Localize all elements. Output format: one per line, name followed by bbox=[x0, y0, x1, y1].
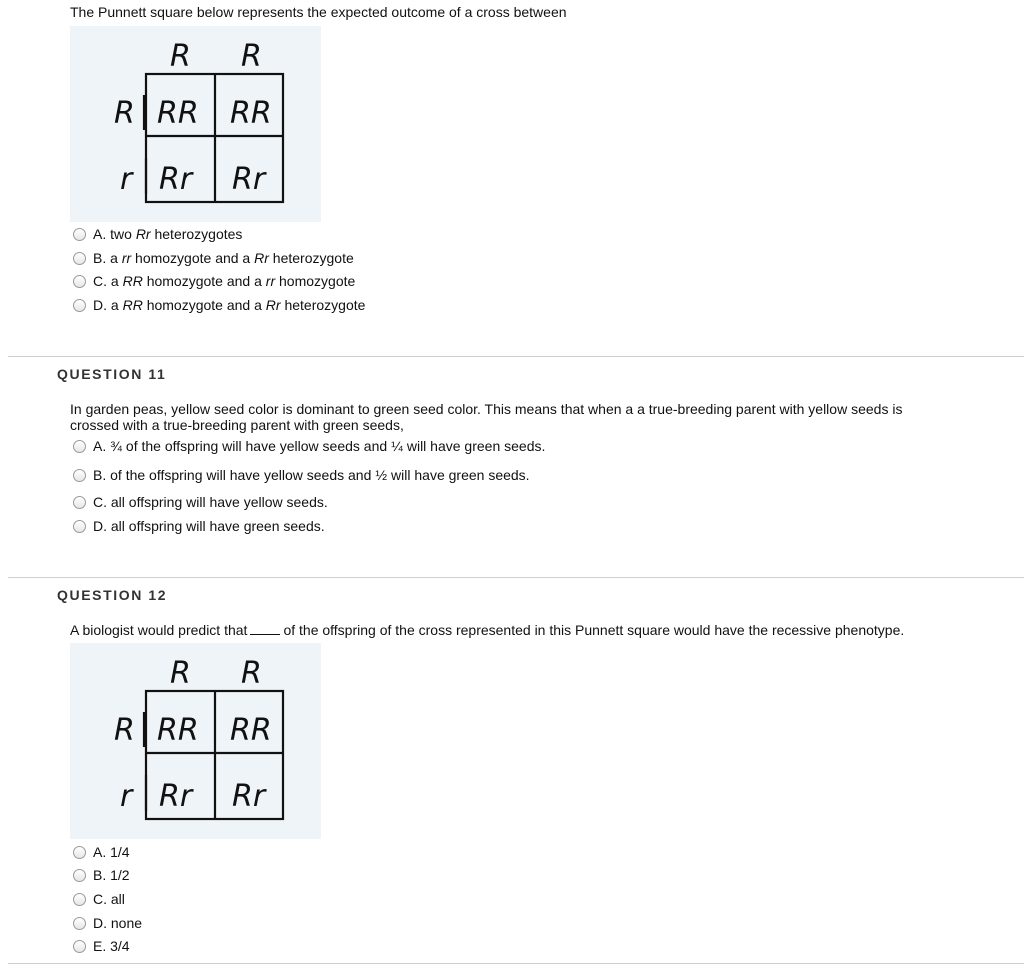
radio-button[interactable] bbox=[73, 228, 86, 241]
punnett-side-allele-1: R bbox=[114, 96, 135, 131]
punnett-side-allele-1: R bbox=[114, 713, 135, 748]
q11-prompt-line-2: crossed with a true-breeding parent with green seeds, bbox=[70, 417, 404, 433]
punnett-top-allele-1: R bbox=[170, 39, 191, 74]
q12-prompt: A biologist would predict that of the offspring of the cross represented in this Punnett square would have the recessive phenotype. bbox=[70, 622, 905, 638]
radio-button[interactable] bbox=[73, 496, 86, 509]
fraction-one-half: ½ bbox=[375, 467, 388, 483]
q11-option-b-label: B. of the offspring will have yellow seeds and ½ will have green seeds. bbox=[93, 467, 530, 483]
q10-option-c[interactable] bbox=[73, 271, 355, 291]
q10-option-b-label: B. a rr homozygote and a Rr heterozygote bbox=[93, 250, 354, 266]
q11-option-c-label: C. all offspring will have yellow seeds. bbox=[93, 494, 328, 510]
radio-button[interactable] bbox=[73, 440, 86, 453]
punnett-top-allele-1: R bbox=[170, 656, 191, 691]
q11-prompt-line-1: In garden peas, yellow seed color is dominant to green seed color. This means that when a a true-breeding parent with yellow seeds is bbox=[70, 401, 903, 417]
punnett-top-allele-2: R bbox=[241, 39, 262, 74]
q12-title: QUESTION 12 bbox=[57, 587, 168, 603]
radio-button[interactable] bbox=[73, 275, 86, 288]
punnett-top-allele-2: R bbox=[241, 656, 262, 691]
fraction-one-quarter: ¼ bbox=[391, 438, 403, 454]
radio-button[interactable] bbox=[73, 893, 86, 906]
q10-option-b[interactable] bbox=[73, 248, 354, 268]
q12-option-b[interactable] bbox=[73, 865, 130, 885]
q12-option-b-label: B. 1/2 bbox=[93, 867, 130, 883]
q10-option-a-label: A. two Rr heterozygotes bbox=[93, 226, 243, 242]
q12-punnett-square bbox=[70, 643, 321, 839]
fraction-three-quarters: ¾ bbox=[110, 438, 122, 454]
radio-button[interactable] bbox=[73, 252, 86, 265]
q11-option-d-label: D. all offspring will have green seeds. bbox=[93, 518, 325, 534]
section-divider bbox=[8, 963, 1024, 964]
radio-button[interactable] bbox=[73, 469, 86, 482]
q11-option-c[interactable] bbox=[73, 492, 328, 512]
punnett-square-image bbox=[70, 26, 321, 222]
q12-option-c-label: C. all bbox=[93, 891, 125, 907]
punnett-side-allele-2: r bbox=[120, 162, 133, 197]
punnett-side-allele-2: r bbox=[120, 779, 133, 814]
q10-option-c-label: C. a RR homozygote and a rr homozygote bbox=[93, 273, 356, 289]
punnett-cell-1-1: RR bbox=[157, 713, 199, 748]
q12-option-e-label: E. 3/4 bbox=[93, 938, 130, 954]
q11-option-a-label: A. ¾ of the offspring will have yellow seeds and ¼ will have green seeds. bbox=[93, 438, 546, 454]
q12-option-d[interactable] bbox=[73, 913, 142, 933]
radio-button[interactable] bbox=[73, 520, 86, 533]
section-divider bbox=[8, 356, 1024, 357]
q10-punnett-square bbox=[70, 26, 321, 222]
q12-option-c[interactable] bbox=[73, 889, 125, 909]
q11-title: QUESTION 11 bbox=[57, 366, 167, 382]
q12-option-a[interactable] bbox=[73, 842, 130, 862]
punnett-cell-2-1: Rr bbox=[159, 779, 193, 814]
punnett-cell-1-2: RR bbox=[230, 713, 272, 748]
punnett-cell-2-2: Rr bbox=[232, 779, 266, 814]
answer-blank bbox=[250, 622, 280, 635]
section-divider bbox=[8, 577, 1024, 578]
q11-option-d[interactable] bbox=[73, 516, 325, 536]
q10-prompt: The Punnett square below represents the expected outcome of a cross between bbox=[70, 4, 567, 20]
punnett-cell-2-2: Rr bbox=[232, 162, 266, 197]
punnett-cell-1-2: RR bbox=[230, 96, 272, 131]
radio-button[interactable] bbox=[73, 869, 86, 882]
q11-option-b[interactable] bbox=[73, 465, 530, 485]
q11-option-a[interactable] bbox=[73, 436, 545, 456]
q10-option-d[interactable] bbox=[73, 295, 365, 315]
radio-button[interactable] bbox=[73, 940, 86, 953]
q10-option-d-label: D. a RR homozygote and a Rr heterozygote bbox=[93, 297, 366, 313]
q12-option-d-label: D. none bbox=[93, 915, 143, 931]
q10-option-a[interactable] bbox=[73, 224, 242, 244]
radio-button[interactable] bbox=[73, 917, 86, 930]
punnett-cell-2-1: Rr bbox=[159, 162, 193, 197]
punnett-square-image bbox=[70, 643, 321, 839]
q12-option-e[interactable] bbox=[73, 936, 130, 956]
q12-option-a-label: A. 1/4 bbox=[93, 844, 130, 860]
radio-button[interactable] bbox=[73, 846, 86, 859]
punnett-cell-1-1: RR bbox=[157, 96, 199, 131]
radio-button[interactable] bbox=[73, 299, 86, 312]
